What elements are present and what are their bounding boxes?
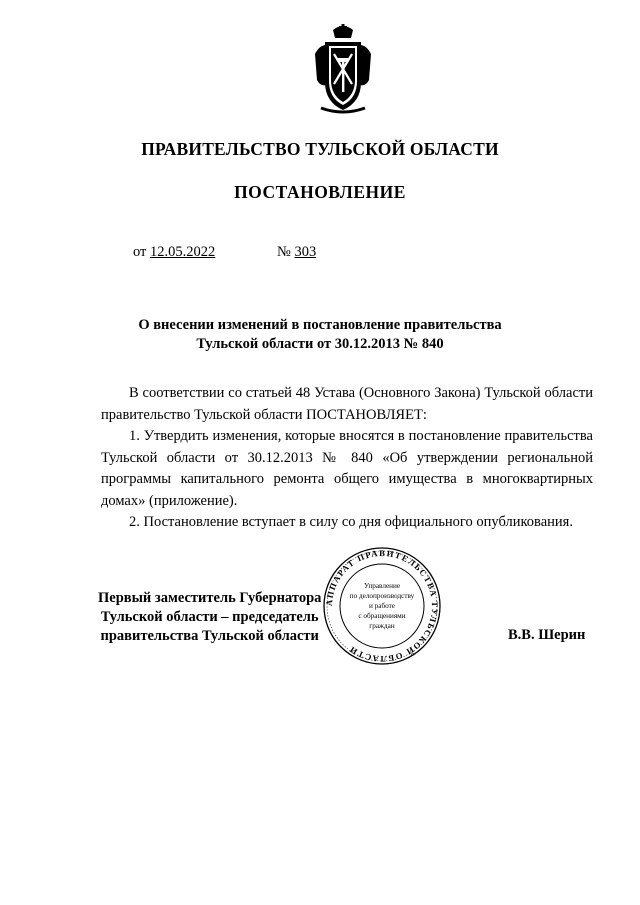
body-paragraph-3: 2. Постановление вступает в силу со дня официального опубликования. xyxy=(129,514,573,530)
coat-of-arms-emblem xyxy=(311,24,375,114)
signatory-line-2: Тульской области – председатель xyxy=(100,609,319,625)
signatory-name: В.В. Шерин xyxy=(508,627,586,643)
stamp-line-5: граждан xyxy=(369,622,395,630)
stamp-ring-text: АППАРАТ ПРАВИТЕЛЬСТВА ТУЛЬСКОЙ ОБЛАСТИ xyxy=(323,547,441,665)
stamp-line-2: по делопроизводству xyxy=(349,592,415,600)
body-paragraph-1: В соответствии со статьей 48 Устава (Основного Закона) Тульской области правительство Тульской области ПОСТАНОВЛЯЕТ: xyxy=(101,385,593,423)
subject-line-2: Тульской области от 30.12.2013 № 840 xyxy=(196,336,444,352)
number-value: 303 xyxy=(294,244,317,260)
signatory-title xyxy=(98,589,321,646)
stamp-line-4: с обращениями xyxy=(358,612,406,620)
stamp-line-3: и работе xyxy=(369,602,395,610)
subject-line-1: О внесении изменений в постановление правительства xyxy=(138,317,502,333)
body-paragraph-2: 1. Утвердить изменения, которые вносятся в постановление правительства Тульской области от 30.12.2013 № 840 «Об утверждении региональной программы капитального ремонта общего имущества в многоквартирных домах» (приложение). xyxy=(101,428,593,509)
document-kind: ПОСТАНОВЛЕНИЕ xyxy=(234,182,406,202)
stamp-line-1: Управление xyxy=(363,582,401,590)
signatory-line-1: Первый заместитель Губернатора xyxy=(98,590,322,606)
signatory-line-3: правительства Тульской области xyxy=(100,628,319,644)
date-value: 12.05.2022 xyxy=(150,244,216,260)
official-stamp xyxy=(322,546,442,666)
document-date: от 12.05.2022 xyxy=(133,244,216,260)
document-subject xyxy=(0,316,640,354)
document-body xyxy=(101,383,593,534)
organization-title: ПРАВИТЕЛЬСТВО ТУЛЬСКОЙ ОБЛАСТИ xyxy=(141,139,499,159)
document-number: № 303 xyxy=(277,244,317,260)
